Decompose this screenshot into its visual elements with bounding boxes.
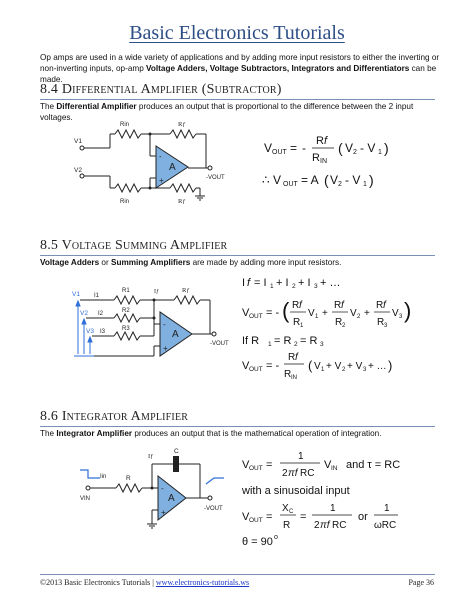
svg-text:OUT: OUT [249, 465, 263, 472]
svg-text:Iin: Iin [100, 474, 107, 480]
svg-text:2: 2 [342, 323, 346, 329]
svg-text:f: f [295, 352, 298, 363]
intro-bold: Voltage Adders, Voltage Subtractors, Integrators and Differentiators [146, 64, 410, 73]
svg-text:R2: R2 [122, 308, 130, 314]
svg-text:1: 1 [321, 367, 325, 373]
svg-text:-VOUT: -VOUT [204, 506, 223, 512]
r-in-top-label: Rin [120, 122, 130, 128]
svg-text:+ …: + … [368, 361, 387, 372]
svg-text:= R: = R [300, 335, 318, 347]
svg-text:+ …: + … [320, 277, 341, 289]
svg-text:R: R [126, 475, 131, 482]
v2-label: V2 [74, 167, 82, 174]
differential-amplifier-circuit [70, 116, 250, 212]
svg-text:V3: V3 [86, 328, 94, 335]
r-in-bottom-label: Rin [120, 199, 130, 205]
svg-text:V1: V1 [72, 291, 80, 298]
svg-text:θ = 90: θ = 90 [242, 536, 273, 548]
svg-text:I2: I2 [98, 311, 104, 317]
svg-text:Iƒ: Iƒ [154, 289, 159, 295]
integrator-amplifier-circuit [74, 448, 244, 548]
svg-text:(: ( [282, 298, 290, 323]
svg-text:= I: = I [254, 277, 267, 289]
svg-text:V: V [345, 141, 354, 155]
svg-text:1: 1 [363, 181, 367, 188]
svg-text:-: - [161, 484, 164, 493]
svg-text:(: ( [338, 140, 343, 156]
svg-text:f: f [341, 300, 344, 311]
svg-text:): ) [404, 298, 412, 323]
svg-text:2: 2 [294, 341, 298, 348]
svg-text:1: 1 [315, 314, 319, 320]
svg-text:+ V: + V [347, 361, 363, 372]
svg-text:OUT: OUT [283, 181, 298, 188]
svg-text:R: R [334, 300, 342, 311]
section-desc-8-5: Voltage Adders or Summing Amplifiers are made by adding more input resistors. [40, 258, 342, 267]
differential-equations [258, 132, 438, 194]
svg-text:= R: = R [274, 335, 292, 347]
footer-rule [40, 574, 435, 575]
svg-text:): ) [384, 140, 389, 156]
svg-text:R: R [376, 300, 384, 311]
svg-text:= -: = - [266, 360, 280, 372]
svg-text:V: V [308, 308, 315, 319]
rf-top-label: Rƒ [178, 121, 186, 128]
svg-text:R: R [377, 317, 385, 328]
svg-text:3: 3 [320, 341, 324, 348]
svg-text:A: A [168, 493, 175, 504]
svg-text:1: 1 [330, 503, 336, 514]
svg-text:IN: IN [320, 158, 327, 165]
svg-text:2: 2 [292, 283, 296, 290]
svg-text:3: 3 [384, 323, 388, 329]
svg-text:A: A [172, 329, 179, 340]
svg-text:R: R [335, 317, 343, 328]
svg-text:V: V [242, 511, 250, 523]
intro-paragraph [40, 52, 440, 85]
summing-amplifier-circuit [66, 282, 246, 374]
svg-text:- V: - V [345, 173, 361, 187]
svg-text:f: f [299, 300, 302, 311]
svg-text:Rƒ: Rƒ [182, 287, 190, 294]
opamp-label: A [169, 162, 176, 173]
v1-label: V1 [74, 138, 82, 145]
section-desc-8-4: The Differential Amplifier produces an output that is proportional to the difference between the 2 input voltages. [40, 102, 414, 122]
svg-text:=: = [266, 459, 273, 471]
svg-text:V: V [392, 308, 399, 319]
svg-text:R1: R1 [122, 288, 130, 294]
svg-text:C: C [289, 509, 294, 515]
svg-text:ωRC: ωRC [374, 520, 397, 531]
svg-text:2: 2 [282, 468, 288, 479]
svg-text:2: 2 [338, 181, 342, 188]
svg-text:or: or [358, 511, 368, 523]
svg-text:2: 2 [314, 520, 320, 531]
svg-text:+: + [159, 176, 164, 185]
svg-text:1: 1 [270, 283, 274, 290]
svg-text:3: 3 [363, 367, 367, 373]
svg-text:2: 2 [353, 149, 357, 156]
svg-text:R3: R3 [122, 326, 130, 332]
svg-text:+ I: + I [276, 277, 289, 289]
svg-text:-VOUT: -VOUT [210, 341, 229, 347]
svg-text:IN: IN [291, 375, 297, 380]
svg-text:): ) [369, 172, 374, 188]
svg-text:(: ( [324, 172, 329, 188]
footer-link[interactable]: www.electronics-tutorials.ws [155, 578, 250, 587]
svg-text:+: + [322, 308, 328, 319]
footer-copyright: ©2013 Basic Electronics Tutorials | www.electronics-tutorials.ws [40, 578, 250, 587]
svg-text:If R: If R [242, 335, 260, 347]
svg-text:2: 2 [357, 314, 361, 320]
svg-text:R: R [316, 135, 324, 147]
svg-text:o: o [274, 534, 278, 541]
svg-text:= -: = - [266, 307, 280, 319]
svg-text:V: V [350, 308, 357, 319]
svg-text:V: V [264, 141, 273, 155]
svg-text:=: = [266, 511, 273, 523]
svg-text:=: = [300, 511, 307, 523]
svg-text:R: R [283, 520, 291, 531]
svg-text:1: 1 [378, 149, 382, 156]
intro-text-end: can be made. [40, 64, 437, 84]
section-heading-8-5: 8.5 Voltage Summing Amplifier [40, 238, 435, 256]
svg-text:with a sinusoidal input: with a sinusoidal input [242, 485, 350, 497]
svg-text:V: V [242, 459, 250, 471]
svg-text:V: V [324, 459, 332, 471]
vout-label: -VOUT [206, 175, 225, 181]
svg-text:V: V [242, 360, 250, 372]
svg-text:f: f [383, 300, 386, 311]
svg-text:=: = [290, 141, 298, 155]
svg-text:R: R [312, 152, 320, 164]
svg-text:πf: πf [288, 468, 298, 479]
section-desc-8-6: The Integrator Amplifier produces an output that is the mathematical operation of integration. [40, 429, 382, 438]
svg-text:= A: = A [301, 173, 319, 187]
svg-text:+ V: + V [326, 361, 342, 372]
svg-text:1: 1 [300, 323, 304, 329]
svg-text:1: 1 [298, 451, 304, 462]
svg-text:-: - [163, 320, 166, 329]
svg-text:2: 2 [342, 367, 346, 373]
svg-text:OUT: OUT [249, 366, 263, 373]
section-heading-8-6: 8.6 Integrator Amplifier [40, 409, 435, 427]
svg-text:OUT: OUT [249, 517, 263, 524]
svg-text:∴ V: ∴ V [262, 173, 281, 187]
svg-text:V: V [242, 307, 250, 319]
svg-text:3: 3 [314, 283, 318, 290]
svg-text:Iƒ: Iƒ [148, 453, 154, 460]
svg-text:OUT: OUT [272, 149, 287, 156]
svg-text:πf: πf [320, 520, 330, 531]
svg-text:+: + [161, 508, 166, 517]
svg-text:I3: I3 [100, 329, 106, 335]
integrator-equations [238, 448, 438, 548]
page-title: Basic Electronics Tutorials [129, 22, 345, 44]
summing-equations [238, 272, 438, 380]
svg-text:R: R [284, 369, 292, 380]
footer-page-number: Page 36 [408, 578, 434, 587]
svg-text:1: 1 [268, 341, 272, 348]
svg-text:+ I: + I [298, 277, 311, 289]
svg-text:R: R [292, 300, 300, 311]
rf-bottom-label: Rƒ [178, 198, 186, 205]
svg-text:IN: IN [331, 465, 338, 472]
svg-text:V2: V2 [80, 310, 88, 317]
svg-text:(: ( [308, 358, 313, 373]
svg-text:+: + [163, 344, 168, 353]
svg-text:I: I [242, 277, 246, 289]
svg-text:C: C [174, 448, 179, 455]
svg-text:R: R [293, 317, 301, 328]
svg-text:V: V [314, 361, 321, 372]
section-heading-8-4: 8.4 Differential Amplifier (Subtractor) [40, 82, 435, 100]
svg-text:): ) [388, 358, 393, 373]
svg-text:OUT: OUT [249, 313, 263, 320]
svg-text:and τ = RC: and τ = RC [346, 459, 401, 471]
svg-text:-: - [159, 152, 162, 161]
svg-text:RC: RC [300, 468, 315, 479]
svg-text:I1: I1 [94, 293, 100, 299]
svg-text:R: R [288, 352, 296, 363]
svg-text:- V: - V [360, 141, 376, 155]
svg-text:3: 3 [399, 314, 403, 320]
svg-text:V: V [330, 173, 339, 187]
svg-text:f: f [324, 135, 328, 147]
intro-text: Op amps are used in a wide variety of applications and by adding more input resistors to either the inverting or non-inverting inputs, op-amp [40, 53, 440, 73]
svg-text:+: + [364, 308, 370, 319]
svg-text:VIN: VIN [80, 496, 91, 502]
svg-text:1: 1 [384, 503, 390, 514]
svg-text:-: - [302, 141, 306, 155]
svg-text:RC: RC [332, 520, 347, 531]
svg-text:X: X [282, 503, 289, 514]
svg-text:f: f [247, 277, 251, 289]
